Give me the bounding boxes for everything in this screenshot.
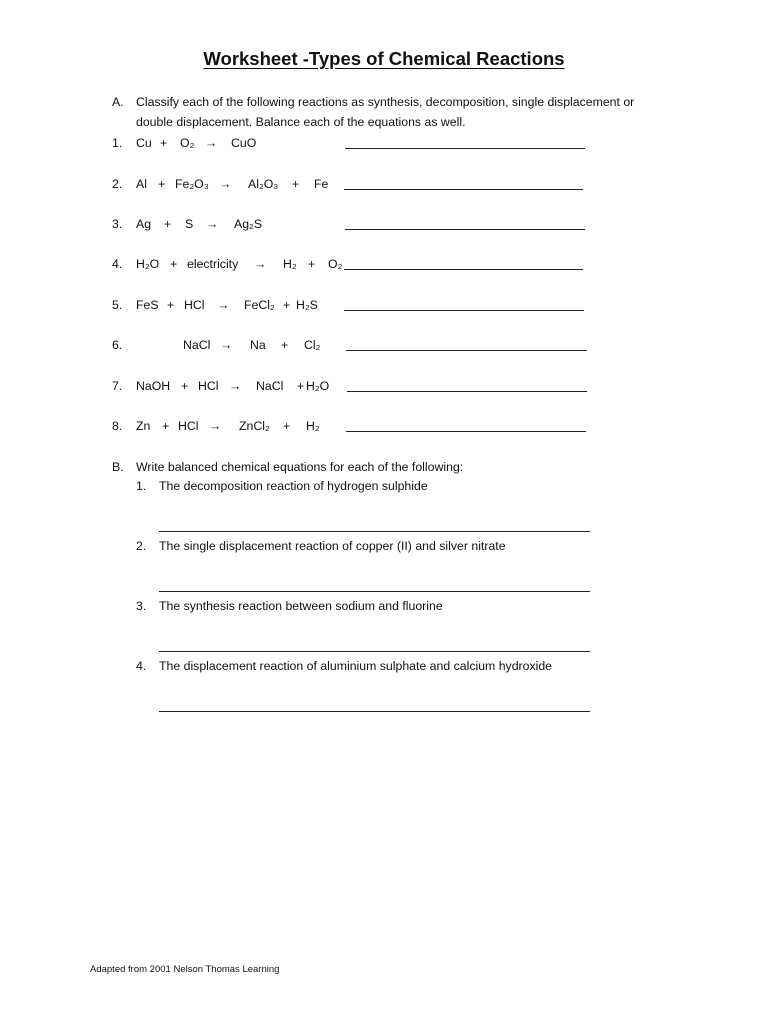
answer-blank[interactable] (345, 148, 585, 149)
section-a-instruction-line2: double displacement. Balance each of the equations as well. (136, 115, 466, 129)
item-b1-number: 1. (136, 479, 147, 493)
section-b-letter: B. (112, 460, 124, 474)
term: Ag₂S (234, 217, 263, 231)
answer-blank[interactable] (344, 189, 583, 190)
term: FeCl₂ (244, 298, 275, 312)
arrow-icon: → (219, 177, 232, 191)
term: Cu (136, 136, 152, 150)
arrow-icon: → (220, 338, 233, 352)
term: + (167, 298, 175, 312)
footer-credit: Adapted from 2001 Nelson Thomas Learning (90, 964, 280, 975)
term: HCl (178, 419, 199, 433)
item-b4-text: The displacement reaction of aluminium sulphate and calcium hydroxide (159, 659, 553, 673)
term: + (281, 338, 289, 352)
term: S (185, 217, 194, 231)
term: + (160, 136, 168, 150)
arrow-icon: → (205, 136, 218, 150)
item-a6-number: 6. (112, 338, 123, 352)
answer-blank[interactable] (347, 391, 587, 392)
item-a4-number: 4. (112, 257, 123, 271)
answer-blank[interactable] (159, 711, 590, 712)
term: + (283, 419, 291, 433)
term: + (158, 177, 166, 191)
answer-blank[interactable] (345, 229, 585, 230)
item-a7-number: 7. (112, 379, 123, 393)
arrow-icon: → (229, 379, 242, 393)
answer-blank[interactable] (159, 591, 590, 592)
term: Zn (136, 419, 151, 433)
term: + (308, 257, 316, 271)
term: + (297, 379, 305, 393)
item-b3-number: 3. (136, 599, 147, 613)
arrow-icon: → (209, 419, 222, 433)
answer-blank[interactable] (346, 431, 586, 432)
term: electricity (187, 257, 239, 271)
term: HCl (184, 298, 205, 312)
term: Al₂O₃ (248, 177, 279, 191)
term: H₂O (306, 379, 330, 393)
page-title: Worksheet -Types of Chemical Reactions (203, 48, 565, 69)
item-b1-text: The decomposition reaction of hydrogen sulphide (159, 479, 428, 493)
section-a-letter: A. (112, 95, 124, 109)
item-b2-number: 2. (136, 539, 147, 553)
term: Fe₂O₃ (175, 177, 209, 191)
term: + (170, 257, 178, 271)
answer-blank[interactable] (159, 651, 590, 652)
term: Cl₂ (304, 338, 321, 352)
section-a-instruction-line1: Classify each of the following reactions as synthesis, decomposition, single displacement or (136, 95, 635, 109)
term: HCl (198, 379, 219, 393)
term: Al (136, 177, 147, 191)
term: + (162, 419, 170, 433)
answer-blank[interactable] (159, 531, 590, 532)
term: O₂ (328, 257, 343, 271)
term: Fe (314, 177, 329, 191)
item-a3-number: 3. (112, 217, 123, 231)
term: + (164, 217, 172, 231)
section-b-instruction: Write balanced chemical equations for each of the following: (136, 460, 464, 474)
term: Ag (136, 217, 152, 231)
term: ZnCl₂ (239, 419, 270, 433)
item-a1-number: 1. (112, 136, 123, 150)
answer-blank[interactable] (344, 310, 584, 311)
term: + (292, 177, 300, 191)
item-a8-number: 8. (112, 419, 123, 433)
answer-blank[interactable] (346, 350, 587, 351)
answer-blank[interactable] (344, 269, 583, 270)
term: CuO (231, 136, 257, 150)
item-b2-text: The single displacement reaction of copper (II) and silver nitrate (159, 539, 506, 553)
term: H₂O (136, 257, 160, 271)
arrow-icon: → (254, 257, 267, 271)
arrow-icon: → (206, 217, 219, 231)
item-a2-number: 2. (112, 177, 123, 191)
term: H₂S (296, 298, 318, 312)
arrow-icon: → (217, 298, 230, 312)
item-a5-number: 5. (112, 298, 123, 312)
item-b4-number: 4. (136, 659, 147, 673)
term: + (181, 379, 189, 393)
term: O₂ (180, 136, 195, 150)
term: NaCl (183, 338, 211, 352)
item-b3-text: The synthesis reaction between sodium and fluorine (159, 599, 443, 613)
term: NaCl (256, 379, 284, 393)
term: H₂ (306, 419, 320, 433)
term: FeS (136, 298, 159, 312)
term: H₂ (283, 257, 297, 271)
term: Na (250, 338, 266, 352)
term: NaOH (136, 379, 171, 393)
term: + (283, 298, 291, 312)
